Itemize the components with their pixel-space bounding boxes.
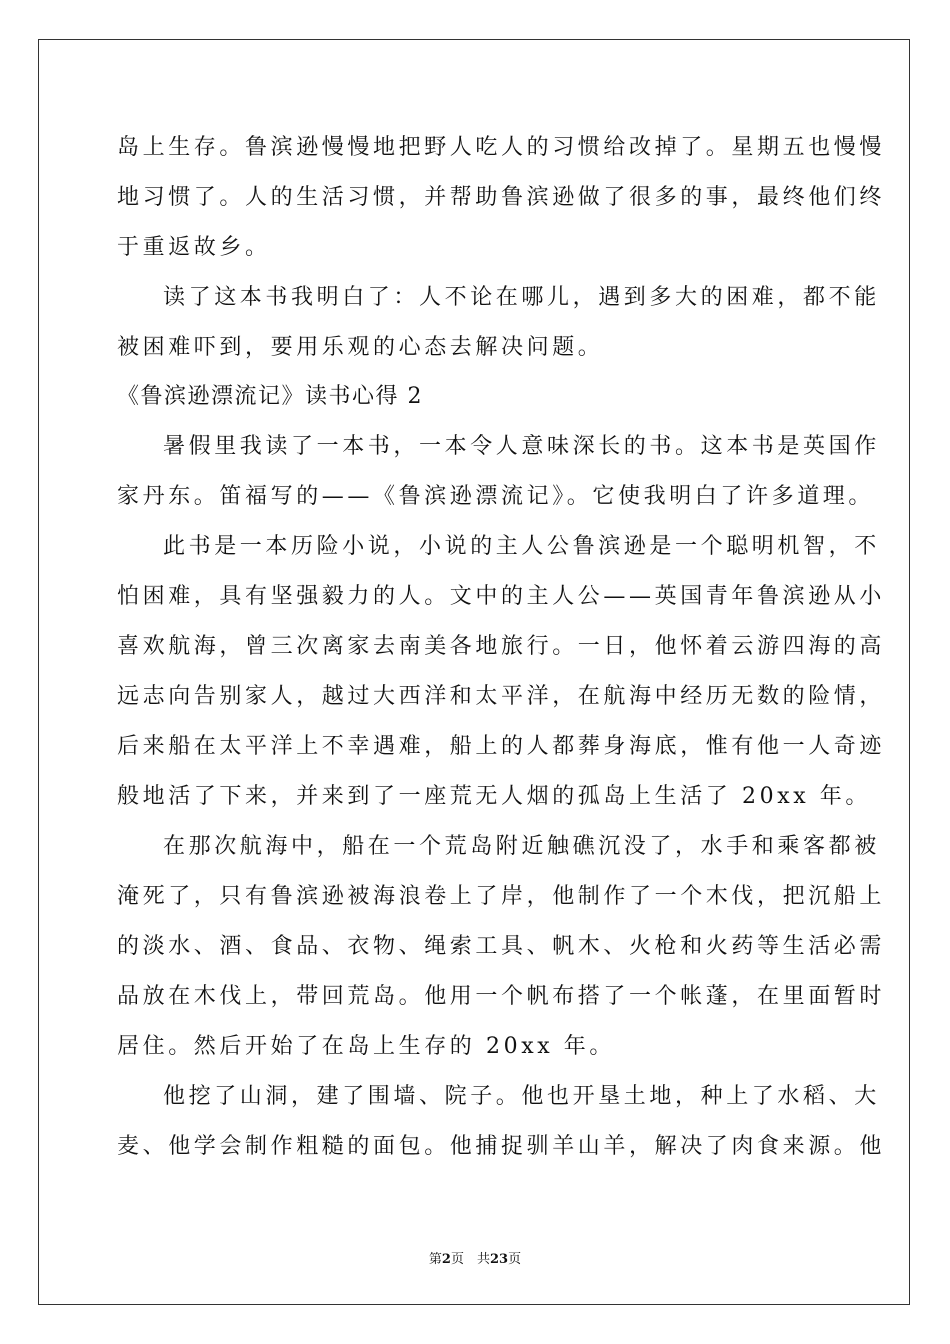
page-suffix: 页 — [508, 1252, 522, 1267]
body-line: 居住。然后开始了在岛上生存的 20xx 年。 — [117, 1034, 615, 1059]
body-line: 怕困难，具有坚强毅力的人。文中的主人公——英国青年鲁滨逊从小 — [117, 584, 886, 609]
body-line: 于重返故乡。 — [117, 235, 271, 260]
total-page-number: 23 — [489, 1252, 509, 1267]
body-line: 被困难吓到，要用乐观的心态去解决问题。 — [117, 335, 604, 360]
body-line: 读了这本书我明白了：人不论在哪儿，遇到多大的困难，都不能 — [163, 285, 880, 310]
body-line: 远志向告别家人，越过大西洋和太平洋，在航海中经历无数的险情， — [117, 684, 886, 709]
body-line: 在那次航海中，船在一个荒岛附近触礁沉没了，水手和乘客都被 — [163, 834, 880, 859]
body-line: 岛上生存。鲁滨逊慢慢地把野人吃人的习惯给改掉了。星期五也慢慢 — [117, 135, 886, 160]
page-mid: 页 共 — [450, 1252, 490, 1267]
body-line: 品放在木伐上，带回荒岛。他用一个帆布搭了一个帐蓬，在里面暂时 — [117, 984, 886, 1009]
body-line: 喜欢航海，曾三次离家去南美各地旅行。一日，他怀着云游四海的高 — [117, 634, 886, 659]
body-line: 麦、他学会制作粗糙的面包。他捕捉驯羊山羊，解决了肉食来源。他 — [117, 1134, 886, 1159]
body-line: 般地活了下来，并来到了一座荒无人烟的孤岛上生活了 20xx 年。 — [117, 784, 871, 809]
current-page-number: 2 — [441, 1252, 451, 1267]
page-footer — [0, 1248, 950, 1267]
body-line: 的淡水、酒、食品、衣物、绳索工具、帆木、火枪和火药等生活必需 — [117, 934, 886, 959]
body-line: 地习惯了。人的生活习惯，并帮助鲁滨逊做了很多的事，最终他们终 — [117, 185, 886, 210]
body-line: 此书是一本历险小说，小说的主人公鲁滨逊是一个聪明机智，不 — [163, 534, 880, 559]
body-line: 后来船在太平洋上不幸遇难，船上的人都葬身海底，惟有他一人奇迹 — [117, 734, 886, 759]
body-line: 暑假里我读了一本书，一本令人意味深长的书。这本书是英国作 — [163, 434, 880, 459]
body-line: 家丹东。笛福写的——《鲁滨逊漂流记》。它使我明白了许多道理。 — [117, 484, 875, 509]
body-line: 他挖了山洞，建了围墙、院子。他也开垦土地，种上了水稻、大 — [163, 1084, 880, 1109]
body-line: 淹死了，只有鲁滨逊被海浪卷上了岸，他制作了一个木伐，把沉船上 — [117, 884, 886, 909]
page-prefix: 第 — [428, 1252, 442, 1267]
section-heading: 《鲁滨逊漂流记》读书心得 2 — [117, 384, 423, 409]
page-border — [38, 39, 910, 1305]
